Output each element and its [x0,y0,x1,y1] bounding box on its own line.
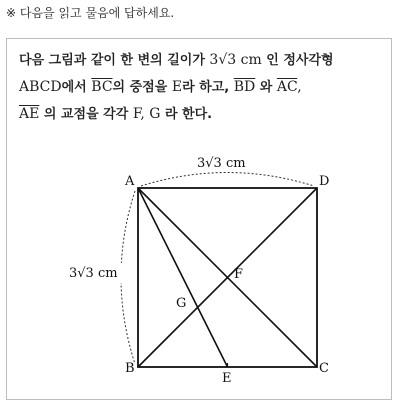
problem-box [6,38,392,400]
left-length-label: 3√3 cm [69,266,118,281]
label-f: F [234,267,244,282]
label-d: D [319,174,330,189]
segment-bc: $\overline{BC}$ [91,79,113,95]
problem-text-segment: 인 정사각형 [266,53,334,68]
label-b: B [125,361,135,376]
segment-ae-line [138,188,228,367]
label-c: C [319,361,329,376]
label-a: A [125,174,135,189]
points-f-g: F, G [132,106,161,122]
top-dimension-arc [141,173,314,187]
comma: , [297,79,302,95]
problem-text-segment: 라 한다. [164,107,213,122]
label-g: G [176,296,187,311]
point-e-text: E [171,79,183,95]
segment-ae: $\overline{AE}$ [19,106,40,122]
problem-text-segment: 라 하고, [182,80,230,95]
problem-text-segment: 의 교점을 각각 [43,107,129,122]
side-length-expression: 3√3 cm [209,52,262,68]
problem-text-segment: 의 중점을 [112,80,168,95]
segment-ac: $\overline{AC}$ [276,79,298,95]
top-length-label: 3√3 cm [197,156,246,171]
square-figure [7,39,393,401]
label-e: E [222,371,232,386]
problem-text-segment: 에서 [61,80,87,95]
instruction-text: ※ 다음을 읽고 물음에 답하세요. [6,6,175,20]
segment-bd: $\overline{BD}$ [233,79,256,95]
problem-text-segment: 다음 그림과 같이 한 변의 길이가 [19,53,205,68]
problem-text-segment: 와 [259,80,273,95]
square-name: ABCD [19,79,62,95]
